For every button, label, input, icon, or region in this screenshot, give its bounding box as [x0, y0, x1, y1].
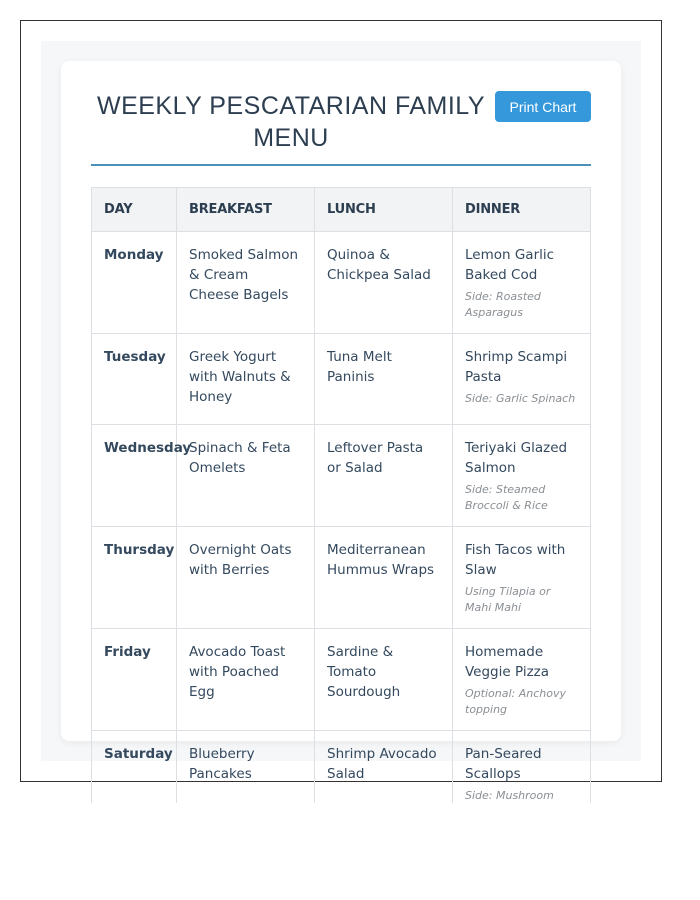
table-row: [92, 425, 591, 527]
dinner-main: Shrimp Scampi Pasta: [465, 349, 568, 385]
dinner-note: Side: Garlic Spinach: [465, 392, 576, 405]
dinner-cell: [453, 232, 591, 334]
dinner-note: Side: Steamed Broccoli & Rice: [465, 483, 548, 512]
title-underline: [91, 164, 591, 166]
column-header-day: DAY: [92, 188, 177, 232]
day-cell: Friday: [92, 629, 177, 731]
table-row: [92, 527, 591, 629]
breakfast-cell: Avocado Toast with Poached Egg: [177, 629, 315, 731]
day-cell: Tuesday: [92, 334, 177, 425]
lunch-cell: Tuna Melt Paninis: [315, 334, 453, 425]
lunch-cell: Shrimp Avocado Salad: [315, 731, 453, 804]
dinner-main: Teriyaki Glazed Salmon: [465, 440, 568, 476]
column-header-dinner: DINNER: [453, 188, 591, 232]
table-row: [92, 232, 591, 334]
day-cell: Saturday: [92, 731, 177, 804]
table-row: [92, 731, 591, 804]
menu-table: [91, 187, 591, 803]
breakfast-cell: Blueberry Pancakes: [177, 731, 315, 804]
dinner-note: Side: Mushroom: [465, 789, 554, 802]
dinner-note: Using Tilapia or Mahi Mahi: [465, 585, 551, 614]
dinner-note: Side: Roasted Asparagus: [465, 290, 541, 319]
dinner-note: Optional: Anchovy topping: [465, 687, 566, 716]
day-cell: Wednesday: [92, 425, 177, 527]
dinner-cell: [453, 334, 591, 425]
day-cell: Monday: [92, 232, 177, 334]
day-cell: Thursday: [92, 527, 177, 629]
dinner-main: Lemon Garlic Baked Cod: [465, 247, 555, 283]
dinner-cell: [453, 425, 591, 527]
dinner-main: Fish Tacos with Slaw: [465, 542, 566, 578]
breakfast-cell: Overnight Oats with Berries: [177, 527, 315, 629]
column-header-lunch: LUNCH: [315, 188, 453, 232]
breakfast-cell: Smoked Salmon & Cream Cheese Bagels: [177, 232, 315, 334]
lunch-cell: Mediterranean Hummus Wraps: [315, 527, 453, 629]
dinner-cell: [453, 731, 591, 804]
breakfast-cell: Spinach & Feta Omelets: [177, 425, 315, 527]
dinner-cell: [453, 629, 591, 731]
lunch-cell: Leftover Pasta or Salad: [315, 425, 453, 527]
page-title: WEEKLY PESCATARIAN FAMILY MENU: [96, 92, 486, 152]
breakfast-cell: Greek Yogurt with Walnuts & Honey: [177, 334, 315, 425]
column-header-breakfast: BREAKFAST: [177, 188, 315, 232]
lunch-cell: Quinoa & Chickpea Salad: [315, 232, 453, 334]
dinner-main: Pan-Seared Scallops: [465, 746, 542, 782]
dinner-main: Homemade Veggie Pizza: [465, 644, 550, 680]
print-chart-button[interactable]: Print Chart: [495, 91, 591, 122]
lunch-cell: Sardine & Tomato Sourdough: [315, 629, 453, 731]
table-header-row: [92, 188, 591, 232]
table-row: [92, 629, 591, 731]
dinner-cell: [453, 527, 591, 629]
table-row: [92, 334, 591, 425]
